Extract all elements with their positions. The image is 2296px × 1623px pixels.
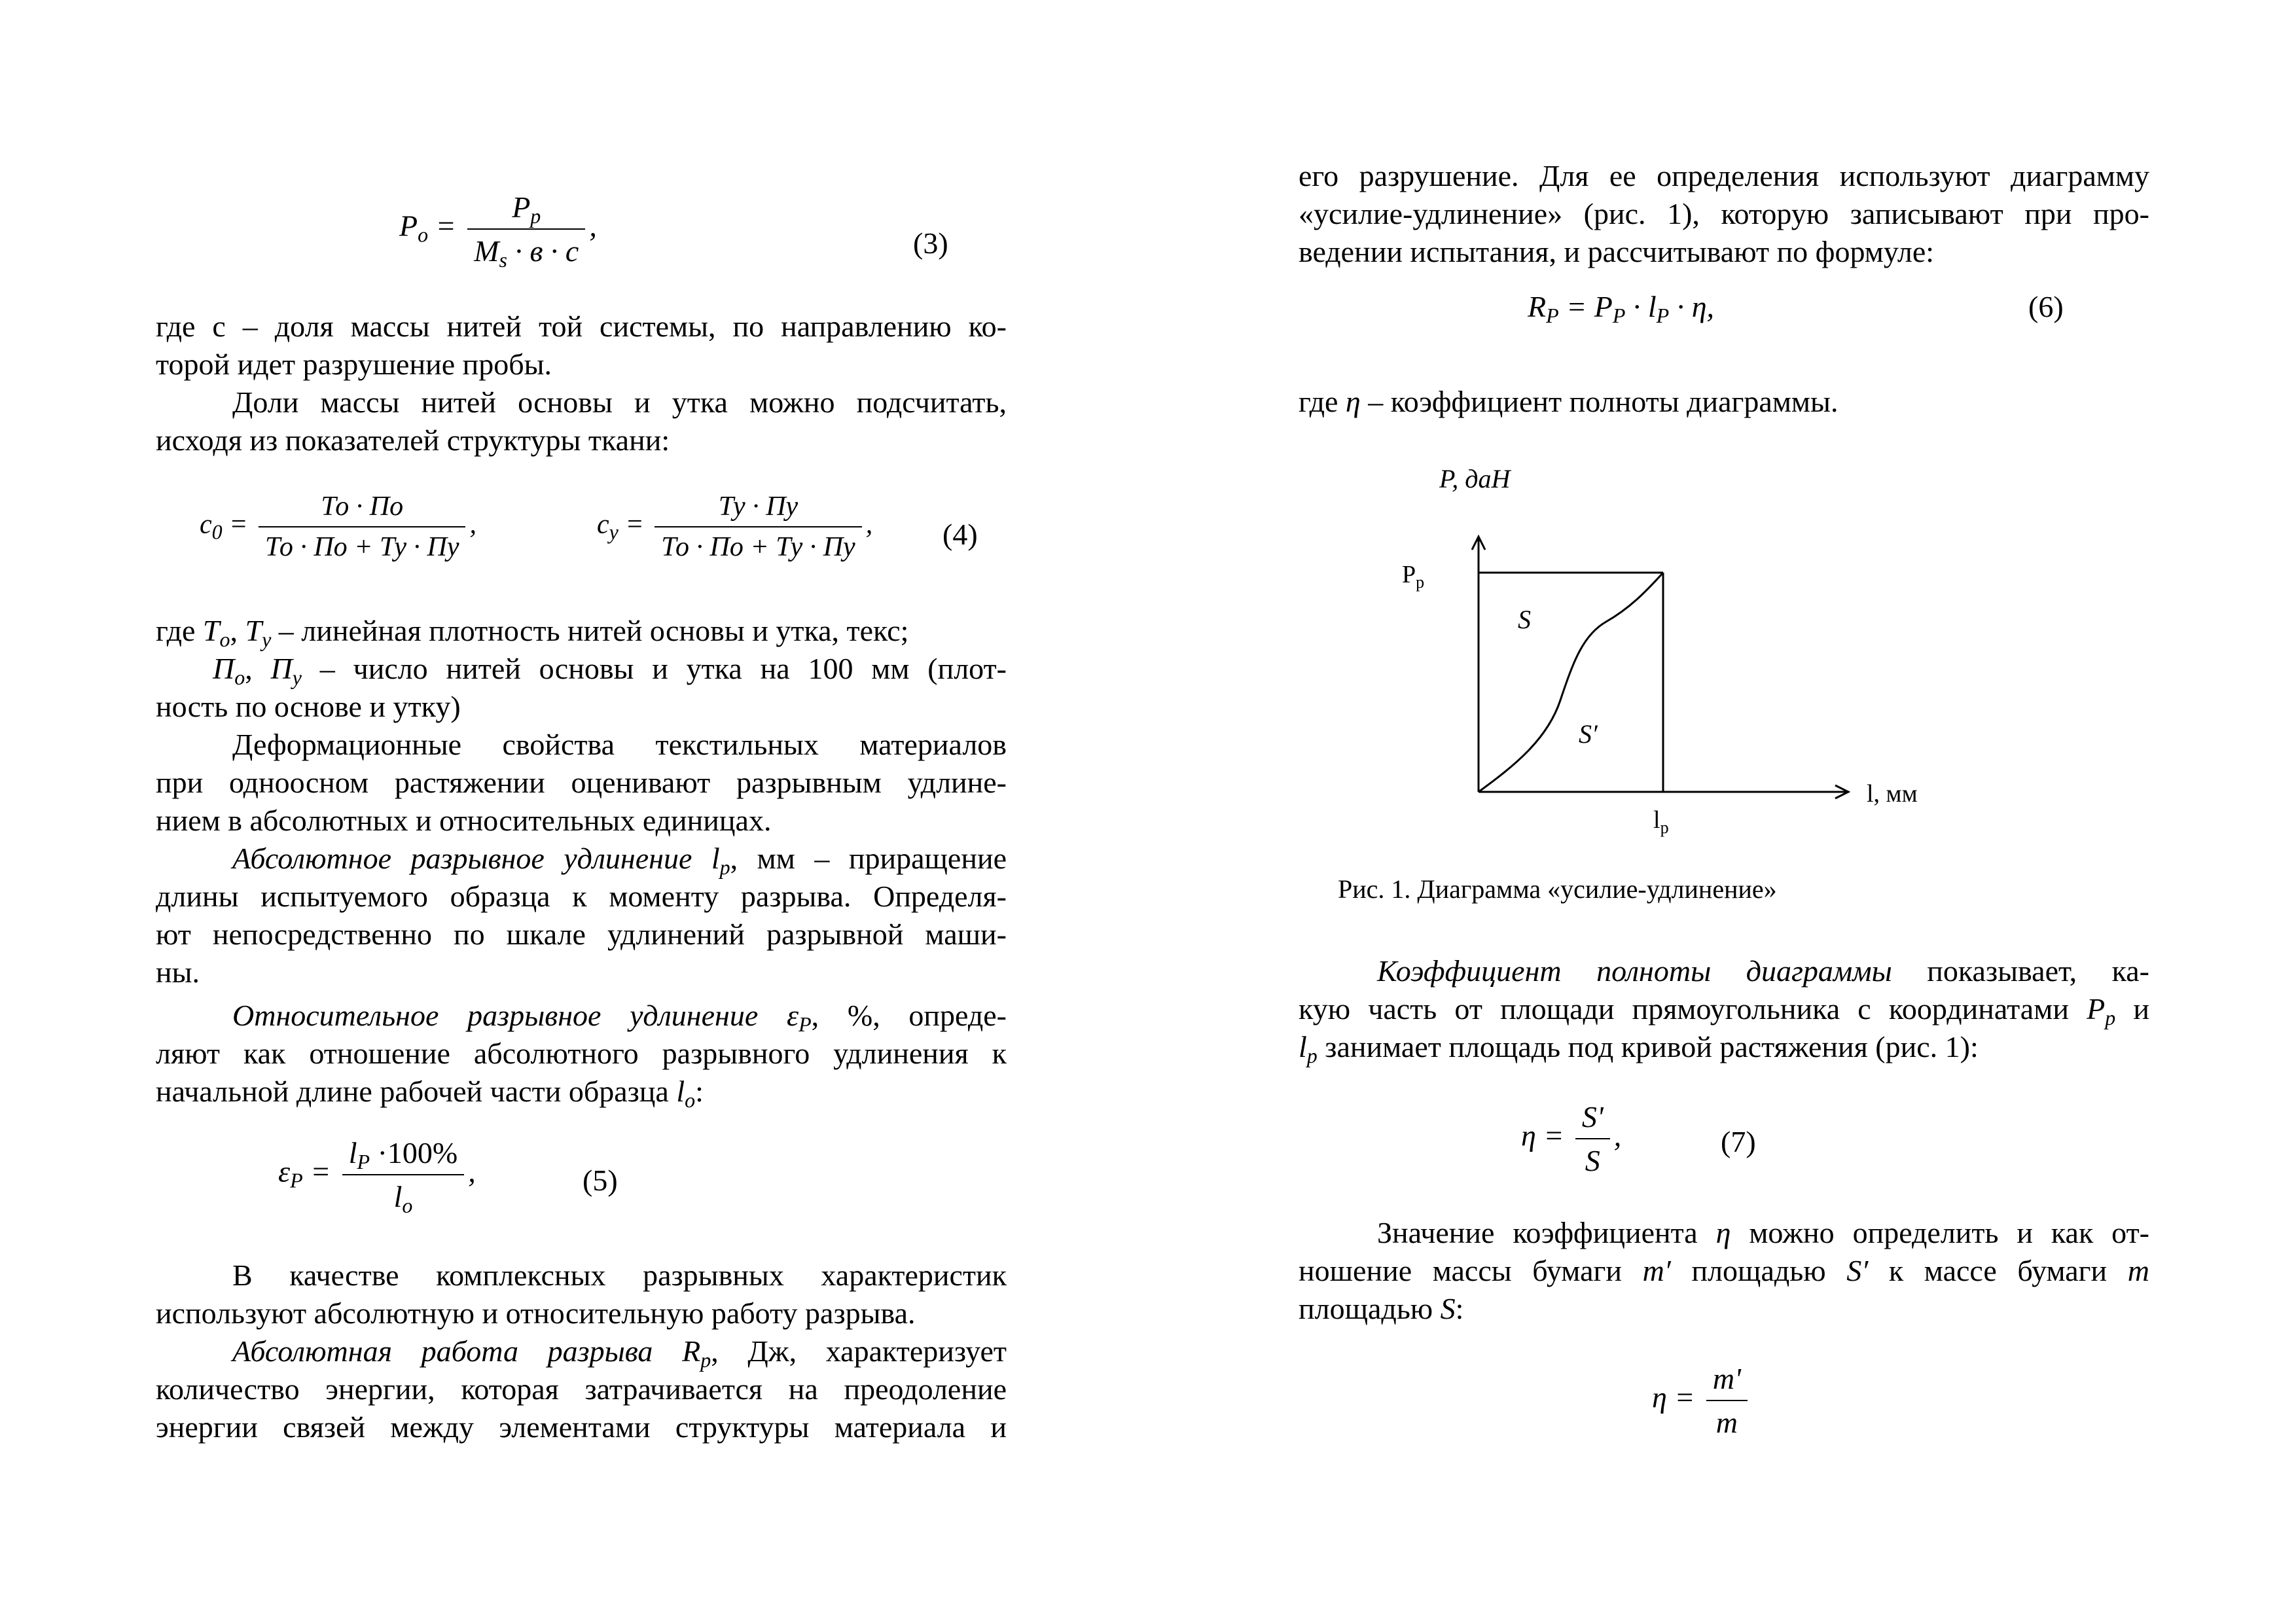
right-p2-pre: где	[1299, 385, 1346, 418]
left-p7-line1: В качестве комплексных разрывных характеристик	[232, 1258, 1007, 1292]
left-p5-line4: ны.	[156, 955, 200, 989]
left-p8-sym: R	[682, 1334, 701, 1368]
left-p6-line3-sub: o	[685, 1088, 696, 1112]
equation-number-3: (3)	[913, 226, 948, 260]
formula-7-fraction	[1575, 1099, 1610, 1178]
left-p5-sym-sub: p	[719, 855, 730, 879]
formula-8-fraction	[1706, 1361, 1748, 1440]
right-p3-line3-rest: занимает площадь под кривой растяжения (рис. 1):	[1317, 1030, 1979, 1063]
formula-4b: $c_у$ = $\frac{Ту \cdot Пу}{То \cdot По + Ту \cdot Пу}$ ,	[597, 491, 873, 562]
x-axis-label: l, мм	[1867, 780, 1918, 808]
right-p3-term: Коэффициент полноты диаграммы	[1377, 954, 1892, 988]
formula-5-den-sub: o	[402, 1194, 413, 1217]
formula-3-den: M	[474, 234, 499, 268]
left-p6-line3-post: :	[695, 1075, 704, 1108]
equation-number-6: (6)	[2028, 290, 2064, 323]
right-p2-rest: – коэффициент полноты диаграммы.	[1360, 385, 1839, 418]
lp-label: $l_p$	[1653, 806, 1669, 837]
figure-caption: Рис. 1. Диаграмма «усилие-удлинение»	[1338, 874, 1777, 904]
left-p2-line2: исходя из показателей структуры ткани:	[156, 423, 670, 457]
left-p3-line2	[213, 650, 1007, 688]
formula-4b-fraction	[655, 491, 861, 563]
right-p3-line2	[1299, 990, 2149, 1028]
left-p5-sym: l	[711, 842, 720, 875]
formula-6-b-sub: P	[1656, 304, 1670, 327]
formula-4b-num: Ту · Пу	[655, 491, 861, 527]
right-p3-line2-sym: P	[2087, 992, 2106, 1026]
formula-8-num: m'	[1706, 1361, 1748, 1401]
formula-7: η = $\frac{S'}{S}$ ,	[1521, 1100, 1622, 1177]
right-p2-line1	[1299, 383, 1838, 421]
left-p4-line2: при одноосном растяжении оценивают разрывным удлине-	[156, 766, 1007, 799]
right-p3-line3-sub: p	[1306, 1044, 1318, 1067]
formula-5-num-a: l	[348, 1136, 357, 1169]
right-p3-line3-sym: l	[1299, 1030, 1307, 1063]
left-p1-line2: торой идет разрушение пробы.	[156, 348, 552, 381]
formula-7-tail: ,	[1613, 1118, 1622, 1152]
left-p3-T1: T	[202, 614, 220, 647]
left-p3-P2-sub: y	[292, 666, 302, 689]
formula-6	[1528, 289, 1715, 327]
left-p6-sym-sub: P	[798, 1012, 812, 1036]
formula-6-a: P	[1594, 290, 1613, 323]
left-p3-line3: ность по основе и утку)	[156, 690, 461, 723]
formula-4b-lhs: c	[597, 509, 609, 540]
formula-5: $\varepsilon_P$ = $\frac{l_P \cdot 100\%}{l_o}$ ,	[278, 1136, 476, 1217]
left-p5-line2: длины испытуемого образца к моменту разрыва. Определя-	[156, 880, 1007, 913]
right-p4-line1-sym: η	[1715, 1216, 1731, 1249]
formula-3: $P_o$ = $\frac{P_p}{M_s \cdot в \cdot с}$ ,	[399, 190, 597, 272]
right-p4-line2-s1: S′	[1846, 1254, 1869, 1287]
right-p3-line1	[1377, 952, 2149, 990]
formula-6-eq: =	[1558, 290, 1594, 323]
s-area-label: S	[1518, 605, 1531, 634]
left-p6-line1	[232, 997, 1007, 1035]
left-p4-line1: Деформационные свойства текстильных материалов	[232, 728, 1007, 761]
left-p3-rest: – линейная плотность нитей основы и утка, текс;	[271, 614, 909, 647]
right-p4-line2-pre: ношение массы бумаги	[1299, 1254, 1643, 1287]
right-p3-line2-pre: кую часть от площади прямоугольника с координатами	[1299, 992, 2087, 1026]
left-p6-term: Относительное разрывное удлинение	[232, 999, 787, 1032]
left-p1-line1: где с – доля массы нитей той системы, по направлению ко-	[156, 310, 1007, 343]
left-p8-sym-sub: p	[700, 1348, 711, 1372]
right-p1-line2: «усилие-удлинение» (рис. 1), которую записывают при про-	[1299, 197, 2149, 230]
formula-3-den-sub: s	[499, 248, 507, 272]
formula-4b-sep: ,	[865, 509, 873, 540]
figure-force-elongation-diagram	[1148, 452, 2296, 857]
left-p6-sym: ε	[786, 999, 799, 1032]
right-p4-line1-post: можно определить и как от-	[1731, 1216, 2150, 1249]
left-p7-line2: используют абсолютную и относительную работу разрыва.	[156, 1296, 916, 1330]
left-p8-line2: количество энергии, которая затрачивается на преодоление	[156, 1372, 1007, 1406]
left-p8-term: Абсолютная работа разрыва	[232, 1334, 683, 1368]
formula-3-num: P	[512, 190, 531, 224]
left-p5-line1	[232, 840, 1007, 878]
left-p3-P1: П	[213, 652, 235, 685]
formula-5-lhs-sub: P	[290, 1168, 303, 1192]
left-p8-line1	[232, 1332, 1007, 1370]
right-p4-line2-mid: площадью	[1670, 1254, 1847, 1287]
formula-4a-sep: ,	[469, 509, 476, 540]
left-p3-pre: где	[156, 614, 203, 647]
left-p8-rest: , Дж, характеризует	[711, 1334, 1007, 1368]
formula-8: η = $\frac{m'}{m}$	[1652, 1361, 1751, 1440]
right-p4-line2	[1299, 1252, 2149, 1290]
stress-strain-curve	[1479, 573, 1663, 792]
left-p3-comma: ,	[230, 614, 245, 647]
left-p6-line3-sym: l	[676, 1075, 685, 1108]
right-p4-line3-post: :	[1455, 1292, 1464, 1325]
left-p6-line3-pre: начальной длине рабочей части образца	[156, 1075, 677, 1108]
formula-3-fraction	[467, 190, 585, 272]
formula-6-lhs-sub: P	[1546, 304, 1559, 327]
formula-4b-sub: у	[609, 520, 619, 544]
left-p5-line3: ют непосредственно по шкале удлинений разрывной маши-	[156, 918, 1007, 951]
right-p3-line3	[1299, 1028, 1979, 1066]
right-p1-line1: его разрушение. Для ее определения используют диаграмму	[1299, 159, 2149, 192]
formula-4a-sub: 0	[211, 520, 223, 544]
right-p4-line2-m1: m′	[1642, 1254, 1671, 1287]
formula-3-lhs-sub: o	[418, 223, 429, 247]
formula-5-lhs: ε	[278, 1154, 291, 1188]
formula-4b-den: То · По + Ту · Пу	[661, 532, 855, 562]
left-p3-T1-sub: o	[219, 628, 230, 651]
formula-6-a-sub: P	[1612, 304, 1626, 327]
right-p4-line3	[1299, 1290, 1463, 1328]
right-p4-line2-mid2: к массе бумаги	[1868, 1254, 2128, 1287]
formula-5-num-sub: P	[357, 1150, 370, 1173]
left-p6-line2: ляют как отношение абсолютного разрывного удлинения к	[156, 1037, 1007, 1070]
formula-4a-den: То · По + Ту · Пу	[265, 532, 459, 562]
left-p6-rest: , %, опреде-	[811, 999, 1007, 1032]
formula-3-den-rest: · в · с	[507, 234, 579, 268]
left-p3-comma2: ,	[245, 652, 271, 685]
right-p2-sym: η	[1345, 385, 1361, 418]
left-p3-T2-sub: y	[262, 628, 272, 651]
formula-7-lhs: η	[1521, 1118, 1536, 1152]
equation-number-7: (7)	[1721, 1125, 1756, 1158]
left-p4-line3: нием в абсолютных и относительных единицах.	[156, 804, 772, 837]
left-p3-T2: T	[245, 614, 262, 647]
y-axis-label: P, даН	[1439, 464, 1511, 493]
right-p3-line2-post: и	[2115, 992, 2149, 1026]
left-p3-line1	[156, 612, 908, 650]
right-p3-rest: показывает, ка-	[1892, 954, 2149, 988]
formula-4a-num: То · По	[259, 491, 465, 527]
right-p4-line3-s: S	[1440, 1292, 1456, 1325]
right-p4-line2-m: m	[2127, 1254, 2149, 1287]
formula-4a-lhs: c	[200, 509, 212, 540]
left-p6-line3	[156, 1073, 704, 1111]
formula-5-fraction	[342, 1135, 464, 1217]
formula-6-c: · η,	[1669, 290, 1715, 323]
formula-3-lhs: P	[399, 209, 418, 243]
formula-5-den: l	[393, 1180, 403, 1213]
left-p3-P2: П	[270, 652, 293, 685]
left-p3-P1-sub: o	[234, 666, 245, 689]
formula-3-tail: ,	[589, 209, 597, 243]
left-p3-line2-rest: – число нитей основы и утка на 100 мм (плот-	[301, 652, 1007, 685]
left-p5-term: Абсолютное разрывное удлинение	[232, 842, 711, 875]
equation-number-5: (5)	[583, 1164, 618, 1197]
left-p5-rest: , мм – приращение	[730, 842, 1007, 875]
formula-6-b: · l	[1625, 290, 1657, 323]
formula-5-num-b: ·100%	[370, 1136, 458, 1169]
right-p4-line1	[1377, 1214, 2149, 1252]
right-page	[1148, 0, 2296, 1623]
left-p2-line1: Доли массы нитей основы и утка можно подсчитать,	[232, 385, 1007, 419]
equation-number-4: (4)	[942, 518, 978, 551]
formula-6-lhs: R	[1528, 290, 1547, 323]
right-p3-line2-sub: p	[2105, 1006, 2116, 1029]
s-prime-area-label: S′	[1579, 719, 1598, 749]
formula-4a: $c_0$ = $\frac{То \cdot По}{То \cdot По + Ту \cdot Пу}$ ,	[200, 491, 476, 562]
formula-3-num-sub: p	[530, 204, 541, 228]
right-p4-line3-pre: площадью	[1299, 1292, 1441, 1325]
left-p8-line3: энергии связей между элементами структуры материала и	[156, 1410, 1007, 1444]
formula-7-num: S'	[1575, 1099, 1610, 1139]
formula-4a-fraction	[259, 491, 465, 563]
right-p1-line3: ведении испытания, и рассчитывают по формуле:	[1299, 235, 1935, 268]
right-p4-line1-pre: Значение коэффициента	[1377, 1216, 1716, 1249]
pp-label: $P_p$	[1402, 561, 1425, 592]
formula-5-tail: ,	[468, 1154, 476, 1188]
formula-7-den: S	[1585, 1144, 1600, 1177]
formula-8-den: m	[1715, 1406, 1738, 1439]
formula-8-lhs: η	[1652, 1380, 1667, 1414]
